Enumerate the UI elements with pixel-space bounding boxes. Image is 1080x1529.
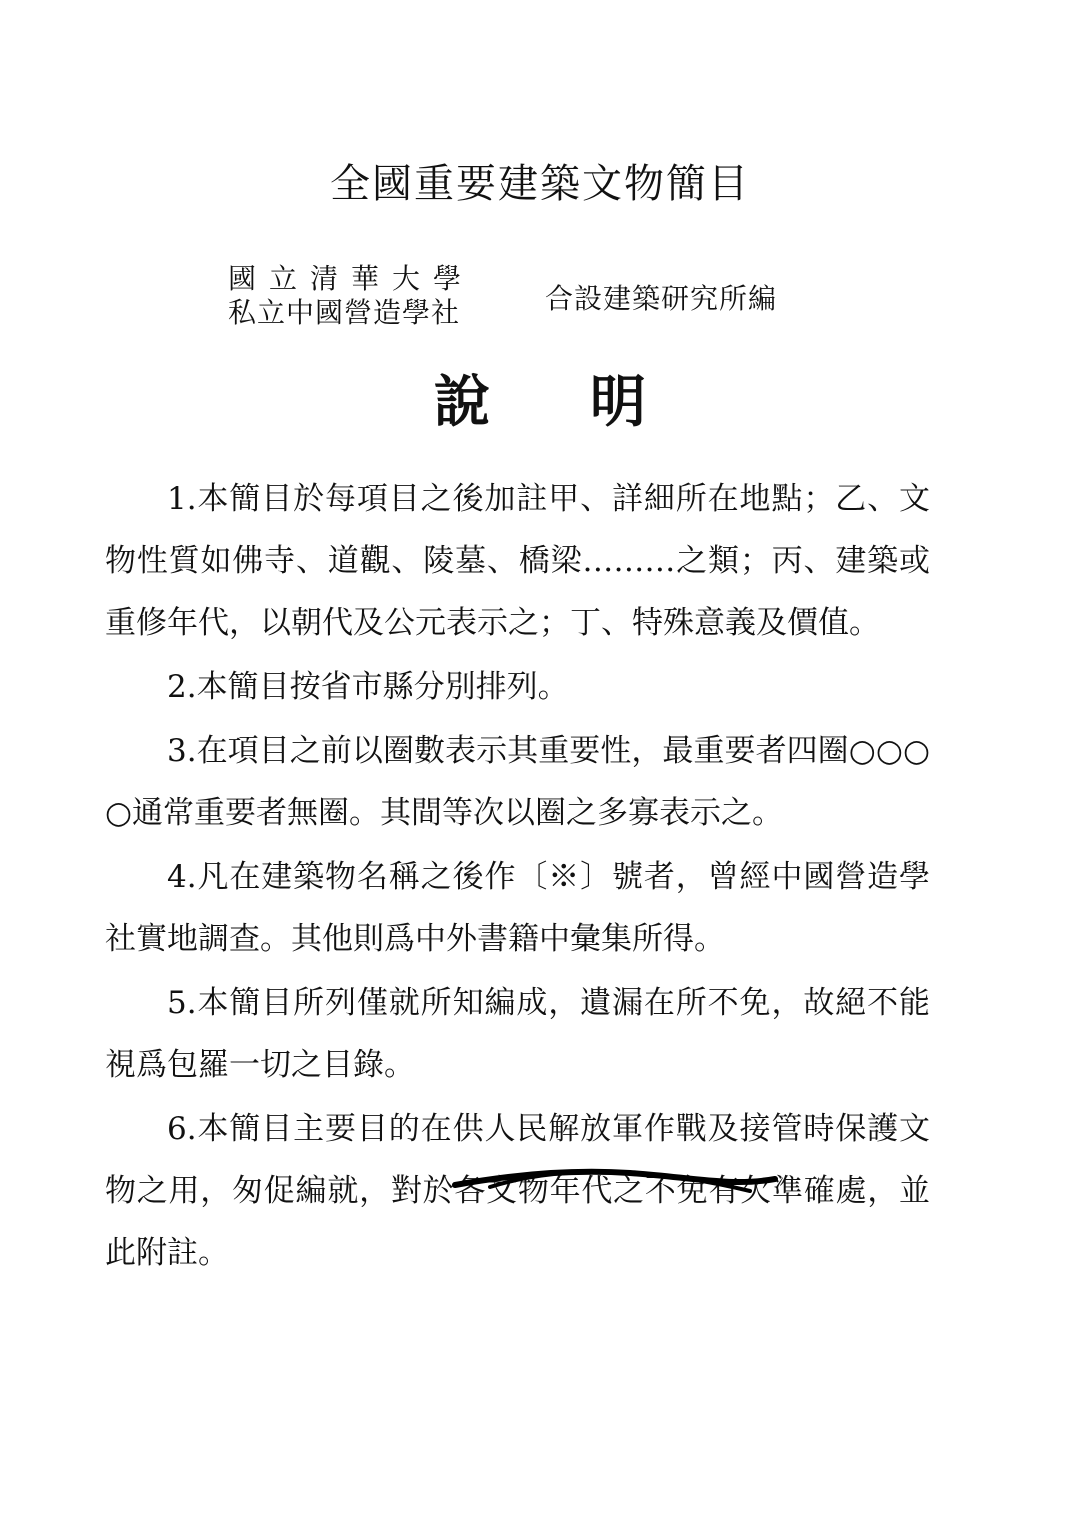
note-item-5: 5.本簡目所列僅就所知編成，遺漏在所不免，故絕不能視爲包羅一切之目錄。 (105, 985, 930, 1083)
note-item-3: 3.在項目之前以圈數表示其重要性，最重要者四圈○○○○通常重要者無圈。其間等次以圈之多寡表示之。 (105, 733, 930, 831)
organizations-block (228, 262, 474, 330)
note-item-2: 2.本簡目按省市縣分別排列。 (167, 669, 569, 705)
notes-list (105, 468, 930, 1284)
note-item-6: 6.本簡目主要目的在供人民解放軍作戰及接管時保護文物之用，匆促編就，對於各文物年代之不免有欠準確處，並此附註。 (105, 1111, 930, 1271)
note-item-4: 4.凡在建築物名稱之後作〔※〕號者，曾經中國營造學社實地調查。其他則爲中外書籍中彙集所得。 (105, 859, 930, 957)
document-title: 全國重要建築文物簡目 (330, 161, 750, 207)
note-item-1: 1.本簡目於每項目之後加註甲、詳細所在地點；乙、文物性質如佛寺、道觀、陵墓、橋梁………之類；丙、建築或重修年代，以朝代及公元表示之；丁、特殊意義及價值。 (105, 481, 930, 641)
section-heading: 說明 (434, 369, 746, 435)
organization-yingzao-society: 私立中國營造學社 (228, 296, 461, 329)
organization-tsinghua: 國立清華大學 (228, 262, 475, 295)
compiler-credit: 合設建築研究所編 (545, 282, 778, 315)
